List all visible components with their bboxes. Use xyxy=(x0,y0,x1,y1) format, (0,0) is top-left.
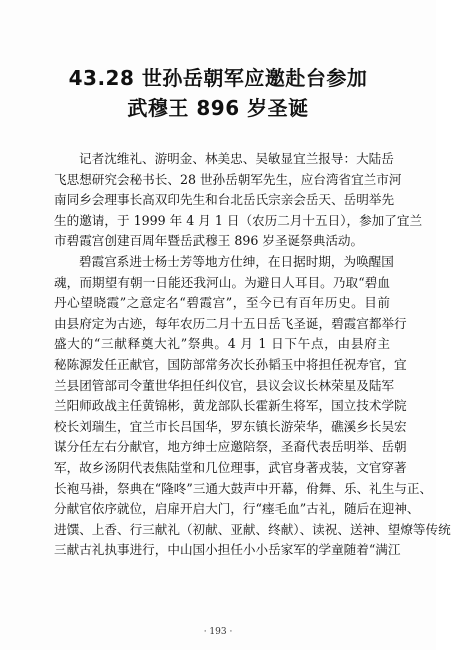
body-line: 丹心望晓霞”之意定名“碧霞宫”，至今已有百年历史。目前 xyxy=(54,295,390,311)
body-line: 谋分任左右分献官，地方绅士应邀陪祭，圣裔代表岳明举、岳朝 xyxy=(54,439,407,455)
body-line: 南同乡会理事长高双印先生和台北岳氏宗亲会岳天、岳明举先 xyxy=(54,192,395,208)
body-line: 市碧霞宫创建百周年暨岳武穆王 896 岁圣诞祭典活动。 xyxy=(54,233,364,249)
body-line: 魂，而期望有朝一日能还我河山。为避日人耳目。乃取“碧血 xyxy=(54,274,390,290)
body-line: 长袍马褂，祭典在“隆咚”三通大鼓声中开幕，佾舞、乐、礼生与正、 xyxy=(54,480,433,496)
body-line: 校长刘瑞生，宜兰市长吕国华，罗东镇长游荣华，礁溪乡长吴宏 xyxy=(54,418,407,434)
body-line: 分献官依序就位，启扉开启大门，行“瘗毛血”古礼，随后在迎神、 xyxy=(54,501,420,517)
article-title-line-2: 武穆王 896 岁圣诞 xyxy=(127,96,309,120)
page-number: · 193 · xyxy=(203,627,233,637)
body-line: 碧霞宫系进士杨士芳等地方仕绅，在日据时期，为唤醒国 xyxy=(79,253,394,269)
article-body xyxy=(54,149,451,561)
body-line: 盛大的“三献释奠大礼”祭典。4 月 1 日下午点，由县府主 xyxy=(54,336,390,352)
body-line: 飞思想研究会秘书长、28 世孙岳朝军先生，应台湾省宜兰市河 xyxy=(54,171,402,187)
body-line: 由县府定为古迹，每年农历二月十五日岳飞圣诞，碧霞宫都举行 xyxy=(54,315,407,331)
body-line: 进馔、上香、行三献礼（初献、亚献、终献）、读祝、送神、望燎等传统 xyxy=(54,521,451,537)
body-line: 记者沈维礼、游明金、林美忠、吴敏显宜兰报导：大陆岳 xyxy=(79,151,394,166)
body-line: 兰县团管部司令董世华担任纠仪官，县议会议长林荣星及陆军 xyxy=(54,377,395,393)
body-line: 三献古礼执事进行，中山国小担任小小岳家军的学童随着“满江 xyxy=(54,542,401,558)
body-line: 生的邀请，于 1999 年 4 月 1 日（农历二月十五日），参加了宜兰 xyxy=(54,212,423,228)
body-line: 兰阳师政战主任黄锦彬，黄龙部队长霍新生将军，国立技术学院 xyxy=(54,398,407,414)
body-line: 秘陈源发任正献官，国防部常务次长孙韬玉中将担任祝寿官，宜 xyxy=(54,356,407,372)
article-title-line-1: 43.28 世孙岳朝军应邀赴台参加 xyxy=(68,66,368,90)
body-line: 军，故乡汤阴代表焦陆堂和几位理事，武官身著戎装，文官穿著 xyxy=(54,459,407,475)
